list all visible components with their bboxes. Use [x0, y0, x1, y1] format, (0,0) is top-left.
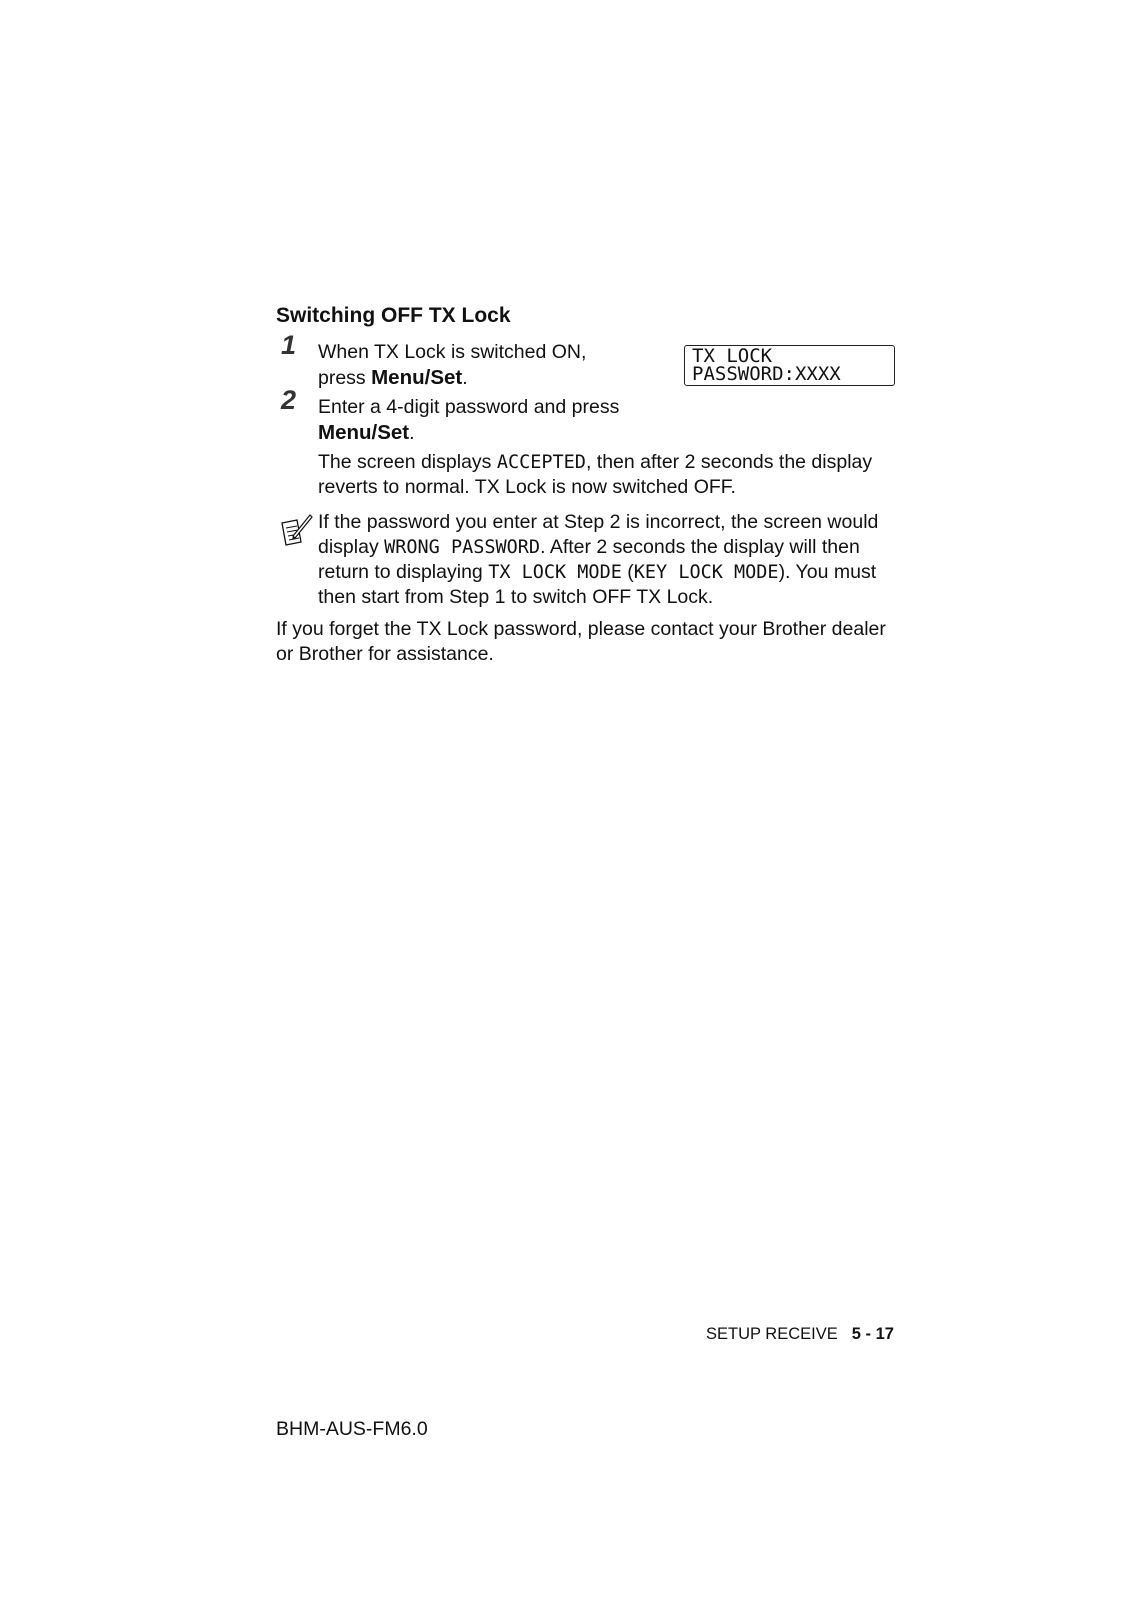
lcd-line-1: TX LOCK [692, 345, 773, 367]
lcd-message-tx-lock-mode: TX LOCK MODE [488, 562, 622, 583]
step-2-text [318, 395, 698, 446]
note-text-part-4: ). You must then start from Step 1 to switch OFF TX Lock. [318, 561, 877, 608]
note-text [318, 510, 898, 610]
lcd-display [684, 345, 895, 386]
menu-set-key-label: Menu/Set [318, 421, 410, 444]
step-2-result [318, 450, 878, 500]
closing-paragraph: If you forget the TX Lock password, please contact your Brother dealer or Brother for assistance. [276, 618, 886, 665]
lcd-line-2: PASSWORD:XXXX [692, 363, 841, 385]
step-2-line-1: Enter a 4-digit password and press [318, 396, 620, 418]
step-2-line-2 [318, 420, 698, 446]
step-1-line-1: When TX Lock is switched ON, [318, 341, 587, 363]
result-text-suffix: , then after 2 seconds the display reverts to normal. TX Lock is now switched OFF. [318, 451, 873, 498]
note-pencil-icon [279, 512, 313, 546]
step-1-text [318, 340, 648, 391]
lcd-message-key-lock-mode: KEY LOCK MODE [633, 562, 779, 583]
document-code: BHM-AUS-FM6.0 [276, 1418, 428, 1440]
section-heading: Switching OFF TX Lock [276, 304, 511, 327]
step-number-1: 1 [280, 330, 296, 360]
step-2-period: . [409, 422, 415, 444]
result-text-prefix: The screen displays [318, 451, 497, 473]
note-text-part-2: . After 2 seconds the display will then return to displaying [318, 536, 860, 583]
step-1-period: . [462, 367, 468, 389]
menu-set-key-label: Menu/Set [371, 366, 463, 389]
footer-page-number: 5 - 17 [851, 1325, 894, 1343]
note-text-part-3: ( [621, 561, 634, 583]
footer-section-title: SETUP RECEIVE [706, 1325, 838, 1343]
page-footer [706, 1325, 894, 1344]
step-number-2: 2 [280, 385, 296, 415]
lcd-message-wrong-password: WRONG PASSWORD [384, 537, 541, 558]
step-1-line-2 [318, 365, 648, 391]
lcd-message-accepted: ACCEPTED [496, 452, 586, 473]
step-1-press-label: press [318, 367, 372, 389]
note-text-part-1: If the password you enter at Step 2 is incorrect, the screen would display [318, 511, 879, 558]
